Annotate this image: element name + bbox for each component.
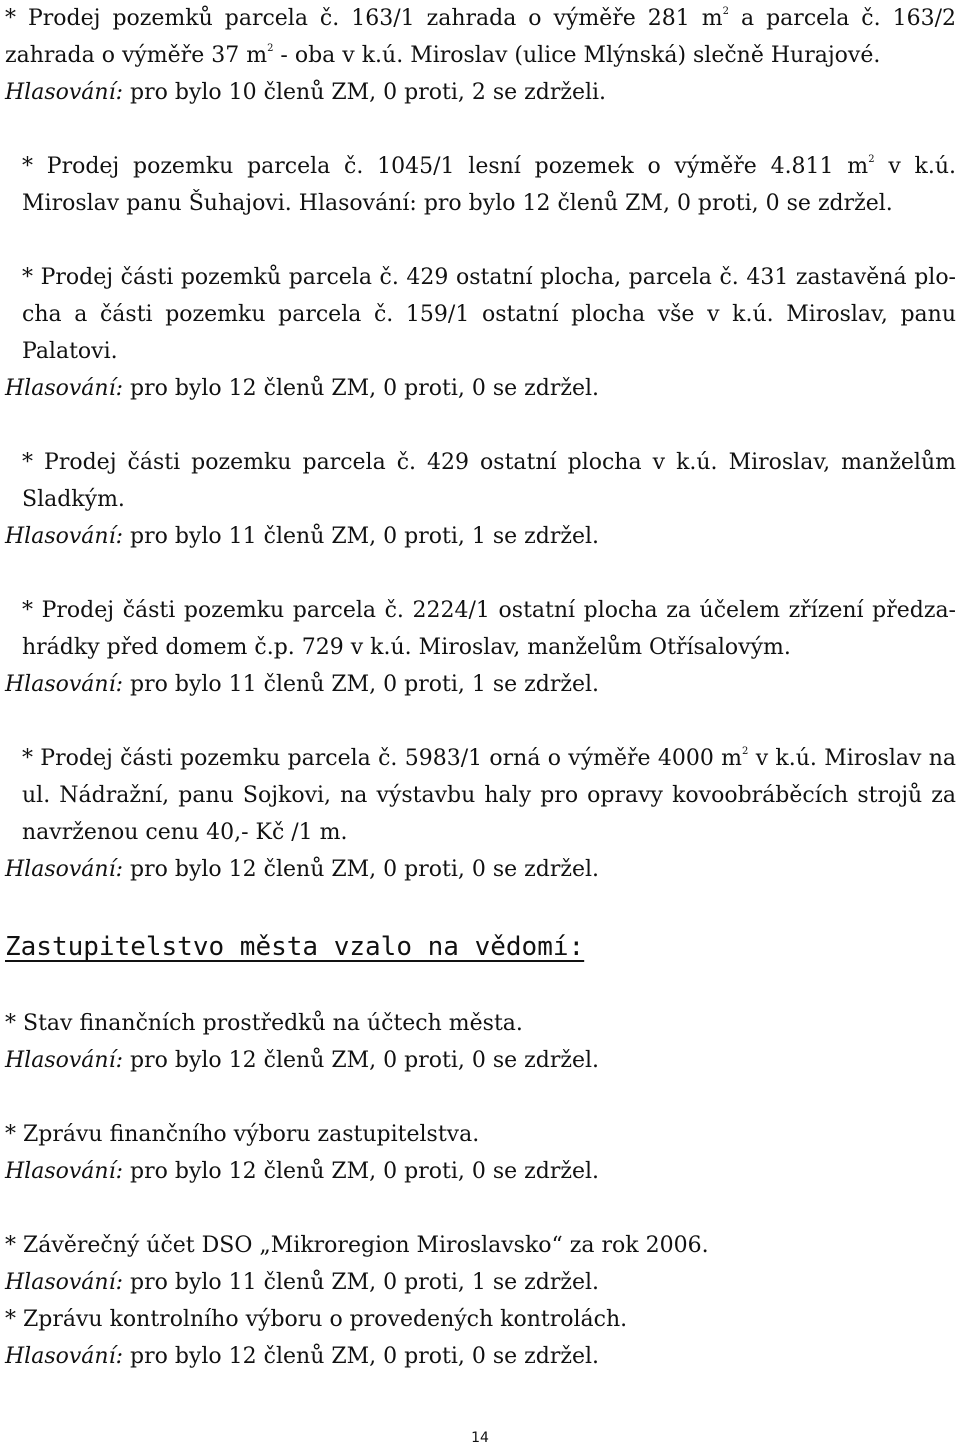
- item-6-line-1: * Prodej části pozemku parcela č. 5983/1 orná o výměře 4000 $m^2$ v k.ú. Miroslav na: [22, 746, 956, 771]
- noted-1-text: * Stav finančních prostředků na účtech města.: [5, 1011, 523, 1036]
- item-1-vote: Hlasování: pro bylo 10 členů ZM, 0 proti, 2 se zdrželi.: [5, 80, 607, 105]
- noted-1-vote: Hlasování: pro bylo 12 členů ZM, 0 proti, 0 se zdržel.: [5, 1048, 599, 1073]
- item-2-line-2: Miroslav panu Šuhajovi. Hlasování: pro bylo 12 členů ZM, 0 proti, 0 se zdržel.: [22, 191, 893, 216]
- item-3-line-3: Palatovi.: [22, 339, 118, 364]
- item-1-line-1: * Prodej pozemků parcela č. 163/1 zahrada o výměře 281 $m^2$ a parcela č. 163/2: [5, 6, 956, 31]
- noted-4-vote: Hlasování: pro bylo 12 členů ZM, 0 proti, 0 se zdržel.: [5, 1344, 599, 1369]
- item-5-vote: Hlasování: pro bylo 11 členů ZM, 0 proti, 1 se zdržel.: [5, 672, 599, 697]
- item-6-line-2: ul. Nádražní, panu Sojkovi, na výstavbu haly pro opravy kovoobráběcích strojů za: [22, 783, 956, 808]
- noted-3-vote: Hlasování: pro bylo 11 členů ZM, 0 proti, 1 se zdržel.: [5, 1270, 599, 1295]
- noted-4-text: * Zprávu kontrolního výboru o provedených kontrolách.: [5, 1307, 628, 1332]
- item-2-line-1: * Prodej pozemku parcela č. 1045/1 lesní pozemek o výměře 4.811 $m^2$ v k.ú.: [22, 154, 957, 179]
- item-6-vote: Hlasování: pro bylo 12 členů ZM, 0 proti, 0 se zdržel.: [5, 857, 599, 882]
- item-3-line-2: cha a části pozemku parcela č. 159/1 ostatní plocha vše v k.ú. Miroslav, panu: [22, 302, 956, 327]
- noted-3-text: * Závěrečný účet DSO „Mikroregion Miroslavsko“ za rok 2006.: [5, 1233, 709, 1258]
- item-4-line-2: Sladkým.: [22, 487, 125, 512]
- item-5-line-2: hrádky před domem č.p. 729 v k.ú. Miroslav, manželům Otřísalovým.: [22, 635, 791, 660]
- item-4-vote: Hlasování: pro bylo 11 členů ZM, 0 proti, 1 se zdržel.: [5, 524, 599, 549]
- item-5-line-1: * Prodej části pozemku parcela č. 2224/1 ostatní plocha za účelem zřízení předza-: [22, 598, 956, 623]
- item-3-vote: Hlasování: pro bylo 12 členů ZM, 0 proti, 0 se zdržel.: [5, 376, 599, 401]
- item-4-line-1: * Prodej části pozemku parcela č. 429 ostatní plocha v k.ú. Miroslav, manželům: [22, 450, 956, 475]
- noted-2-text: * Zprávu finančního výboru zastupitelstva.: [5, 1122, 480, 1147]
- section-heading: Zastupitelstvo města vzalo na vědomí:: [5, 932, 585, 962]
- item-3-line-1: * Prodej části pozemků parcela č. 429 ostatní plocha, parcela č. 431 zastavěná plo-: [22, 265, 956, 290]
- page-number: 14: [471, 1430, 489, 1446]
- noted-2-vote: Hlasování: pro bylo 12 členů ZM, 0 proti, 0 se zdržel.: [5, 1159, 599, 1184]
- item-6-line-3: navrženou cenu 40,- Kč /1 m.: [22, 820, 348, 845]
- item-1-line-2: zahrada o výměře 37 $m^2$ - oba v k.ú. Miroslav (ulice Mlýnská) slečně Hurajové.: [5, 43, 881, 68]
